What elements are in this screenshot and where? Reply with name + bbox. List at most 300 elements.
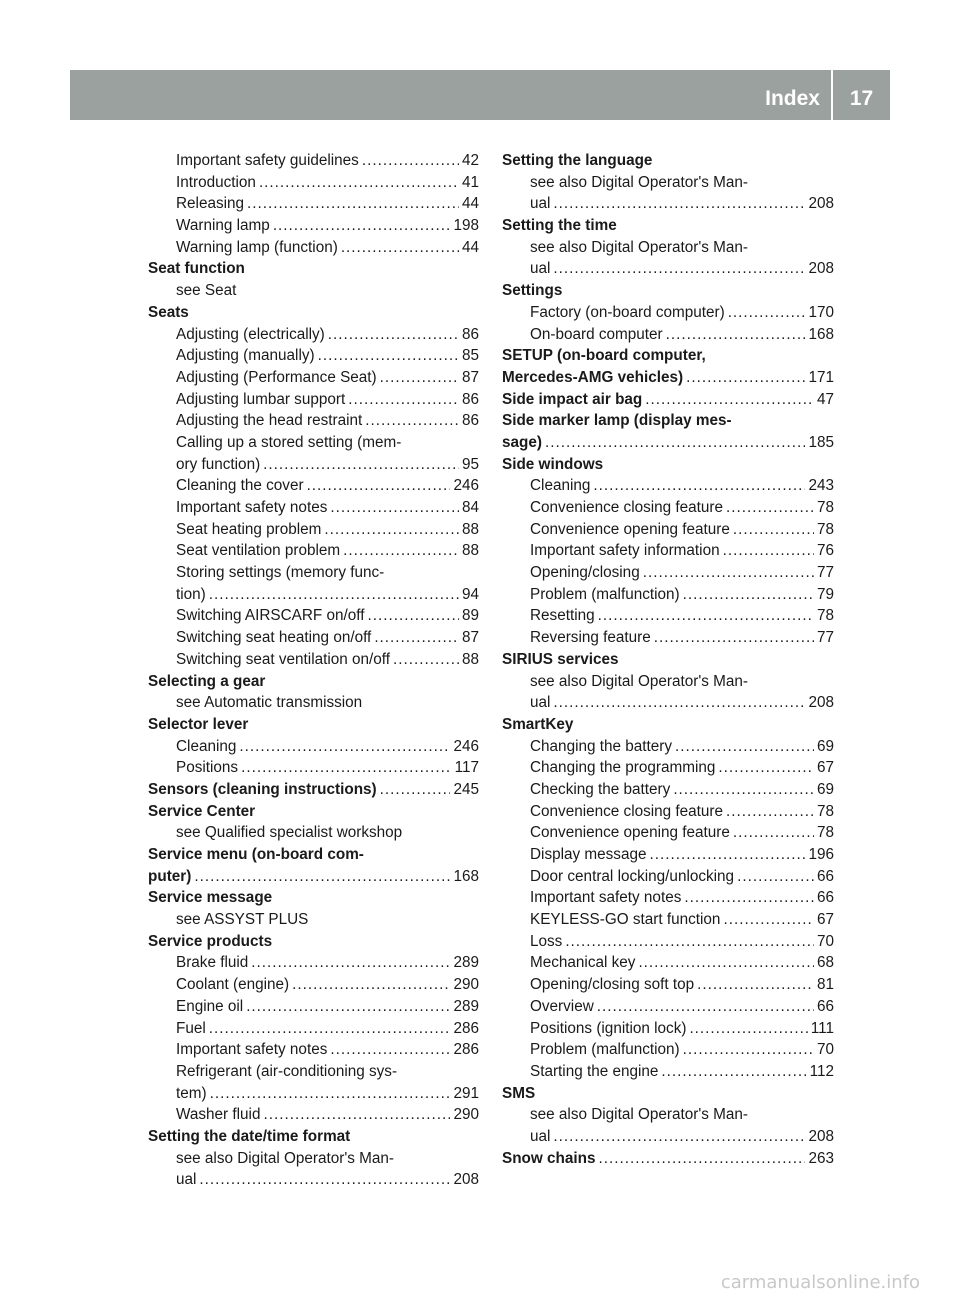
index-subentry bbox=[148, 952, 479, 974]
index-subentry bbox=[148, 454, 479, 476]
dot-leader bbox=[328, 324, 459, 346]
index-subentry bbox=[148, 1148, 479, 1170]
index-subentry bbox=[148, 692, 479, 714]
entry-text: Resetting bbox=[530, 607, 595, 625]
dot-leader bbox=[362, 150, 459, 172]
page-reference: 79 bbox=[816, 585, 834, 603]
entry-text: Door central locking/unlocking bbox=[530, 867, 735, 885]
page-reference: 243 bbox=[808, 477, 834, 495]
entry-text: Adjusting lumbar support bbox=[176, 390, 346, 408]
index-subentry bbox=[502, 237, 834, 259]
entry-text: Seat function bbox=[148, 260, 245, 278]
page-reference: 86 bbox=[461, 412, 479, 430]
page-reference: 47 bbox=[816, 390, 834, 408]
dot-leader bbox=[343, 540, 459, 562]
entry-text: see also Digital Operator's Man- bbox=[530, 1106, 749, 1124]
entry-text: tion) bbox=[176, 585, 206, 603]
index-heading bbox=[502, 454, 834, 476]
dot-leader bbox=[324, 519, 459, 541]
page-reference: 117 bbox=[454, 759, 479, 777]
index-subentry bbox=[148, 410, 479, 432]
entry-text: Refrigerant (air-conditioning sys- bbox=[176, 1062, 398, 1080]
page-reference: 171 bbox=[808, 368, 834, 386]
entry-text: Calling up a stored setting (mem- bbox=[176, 433, 402, 451]
entry-text: Fuel bbox=[176, 1019, 206, 1037]
page-reference: 289 bbox=[453, 997, 479, 1015]
index-heading bbox=[148, 1126, 479, 1148]
index-subentry bbox=[148, 280, 479, 302]
index-subentry bbox=[502, 844, 834, 866]
dot-leader bbox=[330, 1039, 450, 1061]
page-reference: 94 bbox=[461, 585, 479, 603]
index-subentry bbox=[502, 302, 834, 324]
index-heading bbox=[502, 215, 834, 237]
dot-leader bbox=[684, 887, 814, 909]
entry-text: Service message bbox=[148, 889, 273, 907]
index-subentry bbox=[502, 1018, 834, 1040]
index-subentry bbox=[148, 150, 479, 172]
index-subentry bbox=[502, 866, 834, 888]
index-heading bbox=[502, 367, 834, 389]
entry-text: Side windows bbox=[502, 455, 604, 473]
index-subentry bbox=[502, 193, 834, 215]
page-reference: 208 bbox=[808, 1127, 834, 1145]
entry-text: Important safety information bbox=[530, 542, 720, 560]
dot-leader bbox=[393, 649, 459, 671]
index-subentry bbox=[502, 540, 834, 562]
page-reference: 88 bbox=[461, 520, 479, 538]
index-subentry bbox=[148, 757, 479, 779]
entry-text: Important safety notes bbox=[530, 889, 682, 907]
page-number: 17 bbox=[849, 87, 874, 110]
dot-leader bbox=[689, 1018, 807, 1040]
dot-leader bbox=[666, 324, 806, 346]
index-subentry bbox=[148, 736, 479, 758]
entry-text: Factory (on-board computer) bbox=[530, 303, 725, 321]
dot-leader bbox=[654, 627, 814, 649]
dot-leader bbox=[723, 540, 814, 562]
entry-text: SmartKey bbox=[502, 715, 574, 733]
entry-text: Releasing bbox=[176, 195, 245, 213]
index-subentry bbox=[502, 1039, 834, 1061]
index-heading bbox=[502, 1083, 834, 1105]
dot-leader bbox=[728, 302, 806, 324]
watermark: carmanualsonline.info bbox=[720, 1272, 920, 1293]
index-heading bbox=[148, 844, 479, 866]
page-reference: 245 bbox=[453, 780, 479, 798]
entry-text: Opening/closing soft top bbox=[530, 976, 695, 994]
page-reference: 246 bbox=[453, 737, 479, 755]
index-subentry bbox=[502, 736, 834, 758]
entry-text: Settings bbox=[502, 282, 563, 300]
dot-leader bbox=[697, 974, 814, 996]
dot-leader bbox=[251, 952, 450, 974]
entry-text: SETUP (on-board computer, bbox=[502, 347, 706, 365]
entry-text: see also Digital Operator's Man- bbox=[530, 173, 749, 191]
entry-text: Service menu (on-board com- bbox=[148, 846, 364, 863]
index-subentry bbox=[148, 584, 479, 606]
entry-text: see also Digital Operator's Man- bbox=[176, 1149, 395, 1167]
index-subentry bbox=[502, 562, 834, 584]
entry-text: see Automatic transmission bbox=[176, 694, 363, 712]
dot-leader bbox=[341, 237, 459, 259]
dot-leader bbox=[598, 605, 814, 627]
page-reference: 81 bbox=[816, 976, 834, 994]
index-heading bbox=[502, 345, 834, 367]
entry-text: On-board computer bbox=[530, 325, 663, 343]
dot-leader bbox=[726, 497, 814, 519]
dot-leader bbox=[374, 627, 459, 649]
dot-leader bbox=[599, 1148, 806, 1170]
index-subentry bbox=[502, 497, 834, 519]
dot-leader bbox=[683, 584, 814, 606]
dot-leader bbox=[553, 193, 805, 215]
index-subentry bbox=[502, 1061, 834, 1083]
page-reference: 170 bbox=[808, 303, 834, 321]
index-subentry bbox=[148, 909, 479, 931]
entry-text: Important safety notes bbox=[176, 499, 328, 516]
dot-leader bbox=[597, 996, 814, 1018]
entry-text: Opening/closing bbox=[530, 564, 640, 582]
index-subentry bbox=[148, 1039, 479, 1061]
index-heading bbox=[502, 150, 834, 172]
index-subentry bbox=[148, 237, 479, 259]
dot-leader bbox=[638, 952, 814, 974]
dot-leader bbox=[733, 822, 814, 844]
index-subentry bbox=[502, 475, 834, 497]
index-subentry bbox=[148, 822, 479, 844]
index-heading bbox=[148, 714, 479, 736]
index-heading bbox=[148, 671, 479, 693]
dot-leader bbox=[199, 1169, 450, 1191]
entry-text: Starting the engine bbox=[530, 1062, 659, 1080]
index-subentry bbox=[502, 519, 834, 541]
index-subentry bbox=[148, 605, 479, 627]
page-reference: 263 bbox=[808, 1149, 834, 1167]
dot-leader bbox=[553, 1126, 805, 1148]
index-subentry bbox=[502, 822, 834, 844]
index-subentry bbox=[502, 324, 834, 346]
index-subentry bbox=[148, 649, 479, 671]
entry-text: Positions (ignition lock) bbox=[530, 1019, 687, 1037]
page-reference: 87 bbox=[461, 629, 479, 647]
index-subentry bbox=[502, 909, 834, 931]
entry-text: Important safety guidelines bbox=[176, 152, 359, 169]
dot-leader bbox=[545, 432, 806, 454]
index-subentry bbox=[148, 193, 479, 215]
entry-text: Seats bbox=[148, 303, 189, 321]
page-reference: 88 bbox=[461, 650, 479, 668]
page-reference: 44 bbox=[461, 195, 479, 213]
index-subentry bbox=[148, 1104, 479, 1126]
entry-text: Setting the time bbox=[502, 217, 617, 235]
entry-text: Selector lever bbox=[148, 715, 249, 733]
page-reference: 196 bbox=[808, 846, 834, 863]
entry-text: Snow chains bbox=[502, 1149, 596, 1167]
index-subentry bbox=[148, 172, 479, 194]
index-heading bbox=[502, 389, 834, 411]
index-subentry bbox=[148, 367, 479, 389]
index-subentry bbox=[148, 497, 479, 519]
dot-leader bbox=[194, 866, 450, 888]
index-subentry bbox=[502, 172, 834, 194]
page-reference: 66 bbox=[816, 997, 834, 1015]
page-reference: 290 bbox=[453, 1106, 479, 1124]
entry-text: Checking the battery bbox=[530, 780, 671, 798]
entry-text: Overview bbox=[530, 997, 594, 1015]
index-heading bbox=[502, 432, 834, 454]
entry-text: Coolant (engine) bbox=[176, 976, 290, 994]
entry-text: SMS bbox=[502, 1084, 536, 1102]
page-reference: 86 bbox=[461, 390, 479, 408]
entry-text: ual bbox=[176, 1171, 197, 1189]
entry-text: Adjusting (Performance Seat) bbox=[176, 368, 377, 386]
page-reference: 67 bbox=[816, 759, 834, 777]
dot-leader bbox=[553, 692, 805, 714]
entry-text: Side marker lamp (display mes- bbox=[502, 412, 732, 430]
index-heading bbox=[148, 779, 479, 801]
dot-leader bbox=[348, 389, 459, 411]
dot-leader bbox=[241, 757, 452, 779]
page-reference: 112 bbox=[809, 1062, 834, 1080]
index-subentry bbox=[148, 562, 479, 584]
entry-text: Warning lamp (function) bbox=[176, 238, 338, 256]
dot-leader bbox=[733, 519, 814, 541]
index-heading bbox=[148, 302, 479, 324]
page-reference: 84 bbox=[461, 499, 479, 516]
section-title: Index bbox=[765, 87, 820, 110]
entry-text: Adjusting the head restraint bbox=[176, 412, 363, 430]
entry-text: Brake fluid bbox=[176, 954, 249, 972]
dot-leader bbox=[661, 1061, 806, 1083]
index-subentry bbox=[502, 605, 834, 627]
entry-text: sage) bbox=[502, 433, 542, 451]
dot-leader bbox=[259, 172, 459, 194]
index-subentry bbox=[502, 1126, 834, 1148]
page-reference: 286 bbox=[453, 1041, 479, 1059]
page-reference: 44 bbox=[461, 238, 479, 256]
entry-text: Convenience closing feature bbox=[530, 802, 724, 820]
index-subentry bbox=[148, 475, 479, 497]
index-subentry bbox=[502, 779, 834, 801]
dot-leader bbox=[380, 367, 459, 389]
index-subentry bbox=[148, 324, 479, 346]
dot-leader bbox=[307, 475, 451, 497]
entry-text: Adjusting (electrically) bbox=[176, 325, 325, 343]
dot-leader bbox=[330, 497, 459, 519]
page-reference: 208 bbox=[453, 1171, 479, 1189]
entry-text: Reversing feature bbox=[530, 629, 651, 647]
dot-leader bbox=[726, 801, 814, 823]
entry-text: Problem (malfunction) bbox=[530, 585, 680, 603]
page-reference: 78 bbox=[816, 499, 834, 516]
index-subentry bbox=[502, 974, 834, 996]
page-reference: 70 bbox=[816, 932, 834, 950]
dot-leader bbox=[263, 1104, 450, 1126]
entry-text: Washer fluid bbox=[176, 1106, 261, 1124]
page-reference: 78 bbox=[816, 520, 834, 538]
page-reference: 41 bbox=[461, 173, 479, 191]
dot-leader bbox=[673, 779, 814, 801]
entry-text: Convenience closing feature bbox=[530, 499, 724, 516]
page-reference: 88 bbox=[461, 542, 479, 560]
index-heading bbox=[148, 887, 479, 909]
page-reference: 78 bbox=[816, 607, 834, 625]
entry-text: Positions bbox=[176, 759, 239, 777]
index-heading bbox=[148, 866, 479, 888]
page-reference: 289 bbox=[453, 954, 479, 972]
page-reference: 208 bbox=[808, 694, 834, 712]
page-reference: 66 bbox=[816, 889, 834, 907]
index-subentry bbox=[502, 627, 834, 649]
entry-text: see also Digital Operator's Man- bbox=[530, 672, 749, 690]
dot-leader bbox=[718, 757, 814, 779]
index-heading bbox=[148, 931, 479, 953]
dot-leader bbox=[367, 605, 459, 627]
index-subentry bbox=[502, 692, 834, 714]
page-reference: 95 bbox=[461, 455, 479, 473]
dot-leader bbox=[247, 193, 459, 215]
entry-text: Cleaning bbox=[530, 477, 591, 495]
entry-text: Important safety notes bbox=[176, 1041, 328, 1059]
dot-leader bbox=[643, 562, 814, 584]
entry-text: Service Center bbox=[148, 802, 256, 820]
entry-text: see ASSYST PLUS bbox=[176, 911, 309, 929]
dot-leader bbox=[737, 866, 814, 888]
index-subentry bbox=[148, 996, 479, 1018]
entry-text: tem) bbox=[176, 1084, 207, 1102]
index-column-left bbox=[148, 150, 479, 1191]
entry-text: SIRIUS services bbox=[502, 650, 619, 668]
dot-leader bbox=[292, 974, 450, 996]
index-column-right bbox=[502, 150, 834, 1169]
page-reference: 111 bbox=[810, 1019, 834, 1037]
index-subentry bbox=[502, 258, 834, 280]
dot-leader bbox=[645, 389, 814, 411]
entry-text: Convenience opening feature bbox=[530, 520, 730, 538]
entry-text: see also Digital Operator's Man- bbox=[530, 238, 749, 256]
index-heading bbox=[502, 714, 834, 736]
index-heading bbox=[502, 649, 834, 671]
index-subentry bbox=[148, 540, 479, 562]
index-heading bbox=[148, 258, 479, 280]
entry-text: see Seat bbox=[176, 282, 237, 300]
index-subentry bbox=[148, 389, 479, 411]
page-reference: 42 bbox=[461, 152, 479, 169]
page-reference: 208 bbox=[808, 260, 834, 278]
index-subentry bbox=[148, 519, 479, 541]
page-reference: 86 bbox=[461, 325, 479, 343]
dot-leader bbox=[318, 345, 459, 367]
index-subentry bbox=[502, 931, 834, 953]
index-subentry bbox=[502, 887, 834, 909]
index-heading bbox=[502, 280, 834, 302]
dot-leader bbox=[246, 996, 450, 1018]
entry-text: Service products bbox=[148, 932, 273, 950]
dot-leader bbox=[263, 454, 459, 476]
entry-text: ual bbox=[530, 195, 551, 213]
page-reference: 185 bbox=[808, 433, 834, 451]
index-subentry bbox=[148, 215, 479, 237]
index-heading bbox=[502, 410, 834, 432]
entry-text: Loss bbox=[530, 932, 563, 950]
entry-text: Mechanical key bbox=[530, 954, 636, 972]
dot-leader bbox=[683, 1039, 814, 1061]
entry-text: Setting the date/time format bbox=[148, 1127, 351, 1145]
page-reference: 246 bbox=[453, 477, 479, 495]
index-subentry bbox=[502, 1104, 834, 1126]
index-subentry bbox=[502, 671, 834, 693]
dot-leader bbox=[649, 844, 805, 866]
entry-text: Switching seat ventilation on/off bbox=[176, 650, 391, 668]
dot-leader bbox=[239, 736, 450, 758]
entry-text: Engine oil bbox=[176, 997, 244, 1015]
page-reference: 70 bbox=[816, 1041, 834, 1059]
entry-text: Setting the language bbox=[502, 152, 653, 169]
entry-text: Convenience opening feature bbox=[530, 824, 730, 842]
page-reference: 89 bbox=[461, 607, 479, 625]
index-subentry bbox=[148, 432, 479, 454]
entry-text: see Qualified specialist workshop bbox=[176, 824, 403, 842]
page-reference: 77 bbox=[816, 629, 834, 647]
index-subentry bbox=[502, 801, 834, 823]
index-heading bbox=[148, 801, 479, 823]
dot-leader bbox=[723, 909, 814, 931]
dot-leader bbox=[553, 258, 805, 280]
dot-leader bbox=[210, 1083, 451, 1105]
dot-leader bbox=[365, 410, 459, 432]
page-reference: 76 bbox=[816, 542, 834, 560]
dot-leader bbox=[380, 779, 451, 801]
index-subentry bbox=[502, 757, 834, 779]
dot-leader bbox=[675, 736, 814, 758]
entry-text: Display message bbox=[530, 846, 647, 863]
entry-text: Mercedes-AMG vehicles) bbox=[502, 368, 684, 386]
page-reference: 290 bbox=[453, 976, 479, 994]
entry-text: Side impact air bag bbox=[502, 390, 643, 408]
page-reference: 168 bbox=[808, 325, 834, 343]
page-reference: 85 bbox=[461, 347, 479, 365]
page-reference: 77 bbox=[816, 564, 834, 582]
page-reference: 66 bbox=[816, 867, 834, 885]
index-subentry bbox=[148, 1018, 479, 1040]
entry-text: ual bbox=[530, 694, 551, 712]
index-subentry bbox=[148, 1083, 479, 1105]
page-reference: 291 bbox=[453, 1084, 479, 1102]
index-subentry bbox=[502, 584, 834, 606]
entry-text: Switching seat heating on/off bbox=[176, 629, 372, 647]
dot-leader bbox=[686, 367, 805, 389]
entry-text: ual bbox=[530, 1127, 551, 1145]
entry-text: KEYLESS-GO start function bbox=[530, 911, 721, 929]
entry-text: Sensors (cleaning instructions) bbox=[148, 780, 377, 798]
index-subentry bbox=[148, 1169, 479, 1191]
dot-leader bbox=[565, 931, 814, 953]
dot-leader bbox=[209, 584, 459, 606]
entry-text: Selecting a gear bbox=[148, 672, 266, 690]
page-reference: 198 bbox=[453, 217, 479, 235]
entry-text: Storing settings (memory func- bbox=[176, 564, 385, 582]
page-reference: 78 bbox=[816, 824, 834, 842]
page-reference: 87 bbox=[461, 368, 479, 386]
entry-text: Introduction bbox=[176, 173, 256, 191]
entry-text: ory function) bbox=[176, 455, 261, 473]
entry-text: Seat ventilation problem bbox=[176, 542, 341, 560]
page-reference: 69 bbox=[816, 780, 834, 798]
page-reference: 67 bbox=[816, 911, 834, 929]
entry-text: Cleaning the cover bbox=[176, 477, 304, 495]
index-subentry bbox=[502, 996, 834, 1018]
